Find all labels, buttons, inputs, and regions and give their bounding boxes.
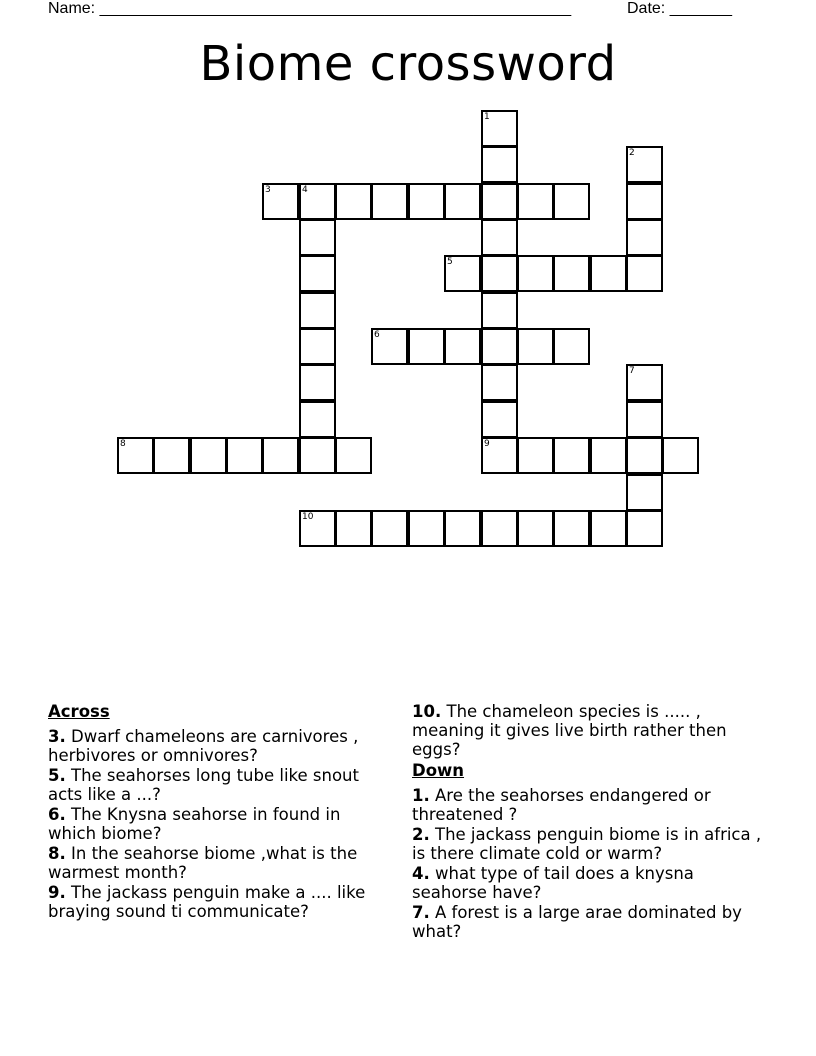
grid-cell[interactable] <box>626 255 663 292</box>
grid-cell[interactable] <box>335 510 372 547</box>
clue-text: The jackass penguin biome is in africa , is there climate cold or warm? <box>412 825 762 863</box>
date-blank: _______ <box>669 0 732 17</box>
clue-text: The chameleon species is ..... , meaning it gives live birth rather then eggs? <box>412 702 727 759</box>
grid-cell[interactable] <box>481 401 518 438</box>
grid-cell[interactable] <box>626 510 663 547</box>
grid-cell[interactable] <box>481 110 518 147</box>
clue-across-8 <box>48 844 393 882</box>
clue-text: The Knysna seahorse in found in which biome? <box>48 805 341 843</box>
clue-across-5 <box>48 766 393 804</box>
clue-across-9 <box>48 883 393 921</box>
grid-cell[interactable] <box>262 183 299 220</box>
grid-cell[interactable] <box>481 255 518 292</box>
clue-number-label: 2 <box>629 148 635 158</box>
clue-down-7 <box>412 903 767 941</box>
grid-cell[interactable] <box>299 510 336 547</box>
grid-cell[interactable] <box>153 437 190 474</box>
clue-number-label: 6 <box>374 330 380 340</box>
clue-text: what type of tail does a knysna seahorse have? <box>412 864 694 902</box>
grid-cell[interactable] <box>371 328 408 365</box>
clue-number-label: 3 <box>265 185 271 195</box>
grid-cell[interactable] <box>517 328 554 365</box>
date-label: Date: <box>627 0 666 17</box>
clue-across-10 <box>412 702 767 759</box>
grid-cell[interactable] <box>517 437 554 474</box>
grid-cell[interactable] <box>444 183 481 220</box>
grid-cell[interactable] <box>553 328 590 365</box>
clue-number-label: 8 <box>120 439 126 449</box>
clue-number-label: 1 <box>484 112 490 122</box>
clue-number-label: 4 <box>302 185 308 195</box>
grid-cell[interactable] <box>226 437 263 474</box>
clue-text: Dwarf chameleons are carnivores , herbivores or omnivores? <box>48 727 359 765</box>
grid-cell[interactable] <box>626 474 663 511</box>
grid-cell[interactable] <box>481 146 518 183</box>
grid-cell[interactable] <box>444 510 481 547</box>
grid-cell[interactable] <box>481 219 518 256</box>
clue-number: 6. <box>48 805 66 824</box>
grid-cell[interactable] <box>190 437 227 474</box>
grid-cell[interactable] <box>553 510 590 547</box>
grid-cell[interactable] <box>299 255 336 292</box>
grid-cell[interactable] <box>299 183 336 220</box>
grid-cell[interactable] <box>408 183 445 220</box>
grid-cell[interactable] <box>117 437 154 474</box>
grid-cell[interactable] <box>626 183 663 220</box>
clue-number-label: 7 <box>629 366 635 376</box>
clue-number: 7. <box>412 903 430 922</box>
grid-cell[interactable] <box>371 510 408 547</box>
grid-cell[interactable] <box>481 292 518 329</box>
grid-cell[interactable] <box>299 328 336 365</box>
page-title: Biome crossword <box>199 36 617 92</box>
grid-cell[interactable] <box>299 364 336 401</box>
clue-number: 4. <box>412 864 430 883</box>
clues-right-column <box>412 702 767 942</box>
clue-text: The jackass penguin make a .... like braying sound ti communicate? <box>48 883 366 921</box>
clue-number-label: 10 <box>302 512 314 522</box>
grid-cell[interactable] <box>481 328 518 365</box>
grid-cell[interactable] <box>335 183 372 220</box>
clues-left-column <box>48 702 393 922</box>
grid-cell[interactable] <box>299 437 336 474</box>
grid-cell[interactable] <box>444 255 481 292</box>
grid-cell[interactable] <box>481 364 518 401</box>
clue-number: 9. <box>48 883 66 902</box>
grid-cell[interactable] <box>335 437 372 474</box>
grid-cell[interactable] <box>626 219 663 256</box>
grid-cell[interactable] <box>590 510 627 547</box>
grid-cell[interactable] <box>517 183 554 220</box>
grid-cell[interactable] <box>299 401 336 438</box>
grid-cell[interactable] <box>590 255 627 292</box>
clue-number-label: 5 <box>447 257 453 267</box>
grid-cell[interactable] <box>553 183 590 220</box>
clue-text: Are the seahorses endangered or threatened ? <box>412 786 711 824</box>
grid-cell[interactable] <box>481 437 518 474</box>
clue-across-3 <box>48 727 393 765</box>
grid-cell[interactable] <box>517 510 554 547</box>
clue-text: In the seahorse biome ,what is the warmest month? <box>48 844 358 882</box>
grid-cell[interactable] <box>626 146 663 183</box>
clue-number-label: 9 <box>484 439 490 449</box>
grid-cell[interactable] <box>626 364 663 401</box>
grid-cell[interactable] <box>626 437 663 474</box>
grid-cell[interactable] <box>299 219 336 256</box>
clue-number: 1. <box>412 786 430 805</box>
clue-number: 5. <box>48 766 66 785</box>
grid-cell[interactable] <box>626 401 663 438</box>
grid-cell[interactable] <box>553 255 590 292</box>
clue-down-1 <box>412 786 767 824</box>
grid-cell[interactable] <box>481 510 518 547</box>
clue-down-2 <box>412 825 767 863</box>
clue-across-6 <box>48 805 393 843</box>
clue-text: The seahorses long tube like snout acts like a ...? <box>48 766 359 804</box>
clue-number: 2. <box>412 825 430 844</box>
name-label: Name: <box>48 0 96 17</box>
grid-cell[interactable] <box>590 437 627 474</box>
name-blank: _____________________________________________________ <box>99 0 572 17</box>
grid-cell[interactable] <box>408 328 445 365</box>
clue-number: 3. <box>48 727 66 746</box>
clue-number: 8. <box>48 844 66 863</box>
grid-cell[interactable] <box>408 510 445 547</box>
grid-cell[interactable] <box>299 292 336 329</box>
grid-cell[interactable] <box>517 255 554 292</box>
grid-cell[interactable] <box>662 437 699 474</box>
grid-cell[interactable] <box>262 437 299 474</box>
down-heading: Down <box>412 761 465 780</box>
clue-number: 10. <box>412 702 442 721</box>
clue-text: A forest is a large arae dominated by what? <box>412 903 742 941</box>
grid-cell[interactable] <box>371 183 408 220</box>
grid-cell[interactable] <box>553 437 590 474</box>
grid-cell[interactable] <box>444 328 481 365</box>
across-heading: Across <box>48 702 110 721</box>
grid-cell[interactable] <box>481 183 518 220</box>
clue-down-4 <box>412 864 767 902</box>
